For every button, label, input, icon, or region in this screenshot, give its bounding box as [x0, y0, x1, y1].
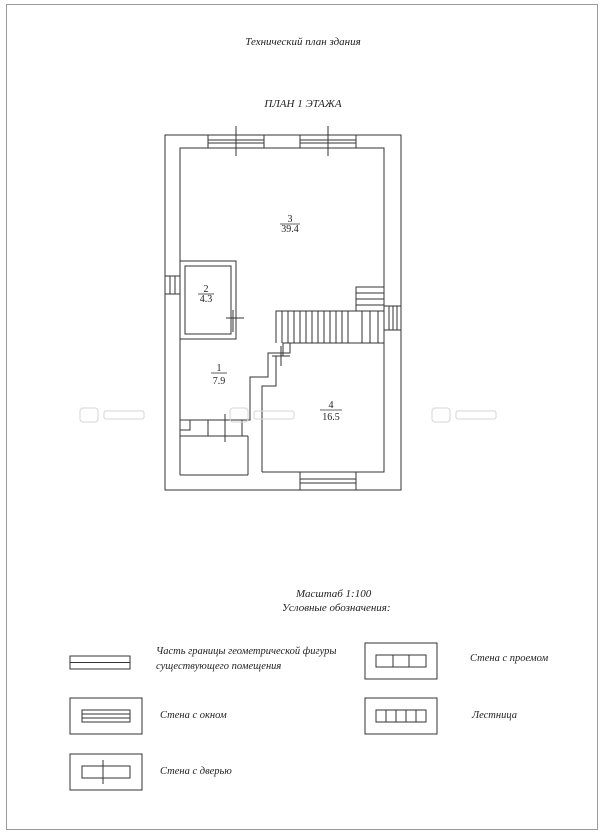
legend-window-text: Стена с окном — [160, 710, 227, 721]
door-porch — [208, 414, 242, 442]
floor-plan-title: ПЛАН 1 ЭТАЖА — [264, 98, 342, 110]
legend-window-symbol — [70, 698, 142, 734]
legend-boundary-line1: Часть границы геометрической фигуры — [156, 646, 337, 657]
room-1-jamb — [180, 420, 190, 430]
room-2-area: 4.3 — [199, 294, 213, 305]
window-top-left — [208, 126, 264, 156]
window-right — [384, 306, 401, 330]
room-4-area: 16.5 — [322, 412, 340, 423]
room-4-outline — [262, 343, 384, 472]
watermark — [80, 408, 496, 422]
legend-boundary-symbol — [70, 656, 130, 669]
window-bottom — [300, 472, 356, 490]
room-1-area: 7.9 — [212, 376, 226, 387]
legend-boundary-line2: существующего помещения — [156, 661, 282, 672]
stair-steps — [282, 293, 384, 343]
door-room-2 — [226, 310, 244, 332]
door-room-4 — [272, 346, 290, 366]
legend-stair-symbol — [365, 698, 437, 734]
room-2-number: 2 — [203, 284, 209, 295]
scale-label: Масштаб 1:100 — [296, 588, 372, 600]
window-top-right — [300, 126, 356, 156]
legend-opening-symbol — [365, 643, 437, 679]
legend-stair-text: Лестница — [472, 710, 517, 721]
room-3-area: 39.4 — [281, 224, 299, 235]
room-1-number: 1 — [216, 363, 222, 374]
legend-boundary-text — [156, 644, 336, 674]
outer-wall-outline — [165, 135, 401, 490]
window-left — [165, 276, 180, 294]
legend-title: Условные обозначения: — [282, 602, 391, 614]
room-4-number: 4 — [328, 400, 334, 411]
document-title: Технический план здания — [245, 36, 361, 48]
room-3-number: 3 — [287, 214, 293, 225]
legend-door-text: Стена с дверью — [160, 766, 232, 777]
legend-opening-text: Стена с проемом — [470, 653, 549, 664]
legend-door-symbol — [70, 754, 142, 790]
